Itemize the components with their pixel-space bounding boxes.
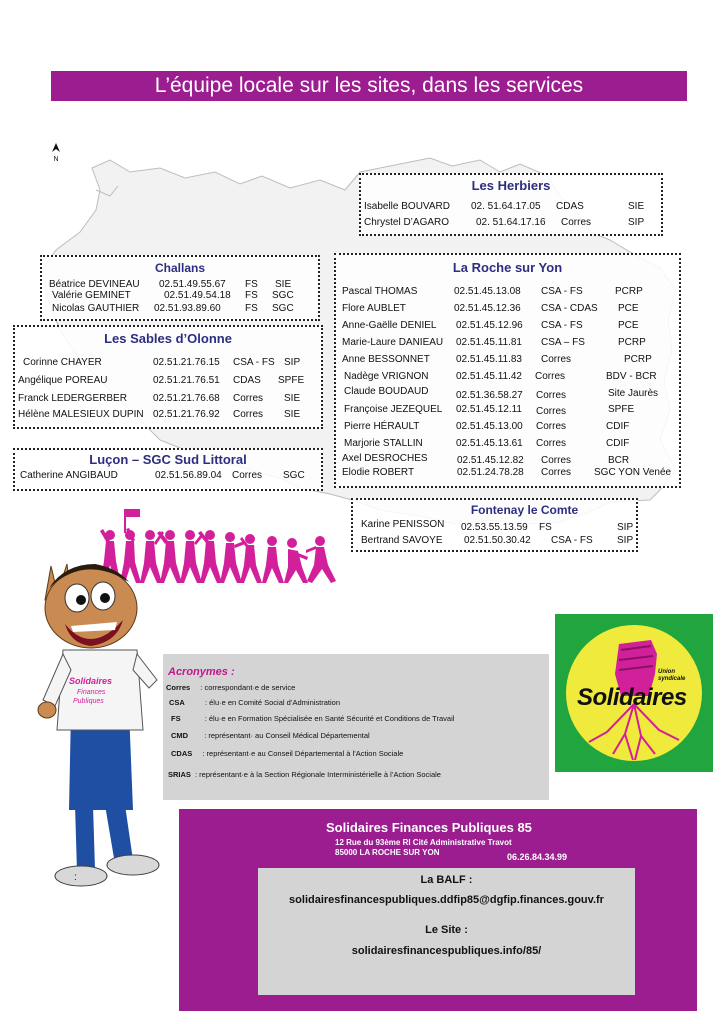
person-name: Françoise JEZEQUEL (344, 404, 443, 415)
person-role: CSA – FS (541, 337, 585, 348)
person-role: Corres (541, 455, 572, 466)
person-service: SIE (628, 201, 645, 212)
person-role: Corres (536, 390, 567, 401)
footer-phone: 06.26.84.34.99 (507, 852, 568, 862)
person-role: CSA - FS (551, 535, 593, 546)
acronym-def: : correspondant·e de service (200, 683, 296, 692)
person-name: Anne BESSONNET (342, 354, 430, 365)
person-service: SPFE (278, 375, 305, 386)
person-phone: 02.51.45.12.96 (456, 320, 523, 331)
acronym-abbr: FS (171, 714, 181, 723)
person-role: Corres (536, 421, 567, 432)
mascot-shirt-line1: Solidaires (69, 676, 113, 686)
roche-box (334, 253, 681, 488)
person-role: FS (539, 522, 552, 533)
person-service: SIE (284, 393, 301, 404)
person-name: Isabelle BOUVARD (364, 201, 450, 212)
acronym-def: : représentant·e à la Section Régionale Interministérielle à l’Action Sociale (195, 770, 441, 779)
site-label: Le Site : (425, 924, 468, 936)
lucon-box (13, 448, 323, 491)
person-service: SGC (283, 470, 305, 481)
person-role: CSA - FS (233, 357, 275, 368)
logo-sub2: syndicale (658, 676, 686, 682)
person-service: CDIF (606, 438, 630, 449)
person-phone: 02.51.21.76.68 (153, 393, 220, 404)
person-phone: 02.51.45.12.82 (457, 455, 524, 466)
person-name: Anne-Gaëlle DENIEL (342, 320, 437, 331)
fontenay-title: Fontenay le Comte (470, 503, 579, 517)
acronym-item (168, 770, 441, 779)
person-service: SIE (275, 279, 292, 290)
footer-panel (179, 809, 697, 1011)
person-name: Pierre HÉRAULT (344, 421, 420, 432)
north-label: N (53, 156, 59, 163)
person-phone: 02.51.56.89.04 (155, 470, 222, 481)
person-service: Site Jaurès (608, 388, 659, 399)
person-phone: 02.51.93.89.60 (154, 303, 221, 314)
person-service: SGC (272, 303, 294, 314)
mascot-shirt-line2: Finances (77, 689, 106, 696)
person-service: PCRP (618, 337, 646, 348)
roche-title: La Roche sur Yon (452, 260, 563, 275)
acronym-def: : élu·e en Comité Social d’Administration (204, 698, 340, 707)
person-phone: 02.51.45.12.36 (454, 303, 521, 314)
person-service: PCE (618, 303, 639, 314)
acronym-item (171, 731, 370, 740)
sables-title: Les Sables d’Olonne (104, 331, 232, 346)
person-name: Axel DESROCHES (342, 453, 428, 464)
acronym-abbr: CSA (169, 698, 185, 707)
acronym-def: : élu·e en Formation Spécialisée en Santé Sécurité et Conditions de Travail (204, 714, 455, 723)
footer-address (335, 838, 512, 858)
acronym-item (171, 714, 454, 723)
acronyms-panel (163, 654, 549, 800)
person-service: SPFE (608, 404, 635, 415)
person-role: CDAS (556, 201, 584, 212)
person-phone: 02.51.45.13.61 (456, 438, 523, 449)
person-phone: 02.51.45.13.08 (454, 286, 521, 297)
person-service: SIP (284, 357, 301, 368)
person-phone: 02.51.21.76.51 (153, 375, 220, 386)
person-role: CSA - FS (541, 320, 583, 331)
person-name: Nadège VRIGNON (344, 371, 429, 382)
person-phone: 02.51.24.78.28 (457, 467, 524, 478)
north-arrow-icon (51, 143, 61, 164)
lucon-title: Luçon – SGC Sud Littoral (89, 452, 247, 467)
acronym-item (171, 749, 403, 758)
person-service: SIP (617, 535, 634, 546)
person-role: Corres (536, 406, 567, 417)
fontenay-box (351, 498, 638, 552)
sables-box (13, 325, 323, 429)
person-name: Valérie GEMINET (52, 290, 131, 301)
balf-label: La BALF : (420, 874, 473, 886)
person-role: Corres (232, 470, 263, 481)
person-service: SGC (272, 290, 294, 301)
person-name: Pascal THOMAS (342, 286, 418, 297)
person-role: Corres (233, 393, 264, 404)
logo-sub1: Union (658, 669, 675, 675)
person-phone: 02. 51.64.17.16 (476, 217, 546, 228)
person-name: Claude BOUDAUD (344, 386, 429, 397)
person-role: Corres (536, 438, 567, 449)
person-phone: 02.51.45.11.81 (456, 337, 522, 348)
person-phone: 02.51.45.11.83 (456, 354, 522, 365)
person-phone: 02.51.45.13.00 (456, 421, 523, 432)
acronym-abbr: CDAS (171, 749, 193, 758)
acronym-def: : représentant·e au Conseil Départemental à l’Action Sociale (202, 749, 404, 758)
person-role: Corres (541, 354, 572, 365)
mascot-shirt-line3: Publiques (73, 698, 104, 705)
person-phone: 02.51.49.54.18 (164, 290, 231, 301)
herbiers-box (359, 173, 663, 236)
person-service: SIE (284, 409, 301, 420)
logo-word: Solidaires (577, 684, 687, 711)
person-name: Catherine ANGIBAUD (20, 470, 118, 481)
person-service: SIP (628, 217, 645, 228)
acronym-abbr: CMD (171, 731, 189, 740)
person-name: Marie-Laure DANIEAU (342, 337, 444, 348)
acronym-item (169, 698, 340, 707)
person-name: Marjorie STALLIN (344, 438, 423, 449)
person-service: PCE (618, 320, 639, 331)
acronym-item (166, 683, 295, 692)
person-phone: 02.53.55.13.59 (461, 522, 528, 533)
person-role: Corres (541, 467, 572, 478)
person-name: Angélique POREAU (18, 375, 108, 386)
solidaires-logo (555, 614, 713, 772)
person-phone: 02.51.50.30.42 (464, 535, 531, 546)
person-name: Franck LEDERGERBER (18, 393, 127, 404)
person-name: Flore AUBLET (342, 303, 406, 314)
person-service: PCRP (615, 286, 643, 297)
balf-email-link[interactable]: solidairesfinancespubliques.ddfip85@dgfip.finances.gouv.fr (289, 894, 604, 906)
contact-panel (258, 868, 635, 995)
person-service: SIP (617, 522, 634, 533)
person-name: Nicolas GAUTHIER (52, 303, 140, 314)
person-role: CSA - FS (541, 286, 583, 297)
person-name: Karine PENISSON (361, 519, 445, 530)
person-role: CSA - CDAS (541, 303, 598, 314)
person-role: CDAS (233, 375, 261, 386)
person-name: Elodie ROBERT (342, 467, 415, 478)
person-role: FS (245, 303, 258, 314)
person-name: Chrystel D’AGARO (364, 217, 450, 228)
person-role: Corres (561, 217, 592, 228)
mascot-illustration (25, 560, 175, 890)
person-name: Bertrand SAVOYE (361, 535, 443, 546)
person-phone: 02.51.21.76.15 (153, 357, 220, 368)
person-name: Hélène MALESIEUX DUPIN (18, 409, 144, 420)
site-url-link[interactable]: solidairesfinancespubliques.info/85/ (351, 945, 542, 957)
person-name: Béatrice DEVINEAU (49, 279, 140, 290)
person-phone: 02.51.49.55.67 (159, 279, 226, 290)
person-phone: 02.51.45.11.42 (456, 371, 522, 382)
person-role: Corres (233, 409, 264, 420)
footer-address-line2: 85000 LA ROCHE SUR YON (335, 848, 440, 857)
person-name: Corinne CHAYER (23, 357, 102, 368)
acronym-abbr: SRIAS (168, 770, 191, 779)
person-service: BCR (608, 455, 630, 466)
challans-box (40, 255, 320, 321)
footer-org: Solidaires Finances Publiques 85 (326, 820, 532, 835)
acronym-abbr: Corres (166, 683, 191, 692)
footer-address-line1: 12 Rue du 93ème RI Cité Administrative Travot (335, 838, 512, 847)
challans-title: Challans (154, 261, 205, 275)
person-role: Corres (535, 371, 566, 382)
person-service: BDV - BCR (606, 371, 657, 382)
page-title: L’équipe locale sur les sites, dans les services (51, 71, 687, 101)
stray-mark: : (74, 872, 77, 883)
person-service: SGC YON Venée (594, 467, 672, 478)
person-role: FS (245, 279, 258, 290)
acronyms-title: Acronymes : (168, 666, 235, 678)
herbiers-title: Les Herbiers (471, 178, 551, 193)
person-role: FS (245, 290, 258, 301)
person-service: CDIF (606, 421, 630, 432)
person-phone: 02. 51.64.17.05 (471, 201, 541, 212)
person-service: PCRP (624, 354, 652, 365)
person-phone: 02.51.36.58.27 (456, 390, 523, 401)
person-phone: 02.51.21.76.92 (153, 409, 220, 420)
person-phone: 02.51.45.12.11 (456, 404, 522, 415)
acronym-def: : représentant· au Conseil Médical Départemental (204, 731, 370, 740)
